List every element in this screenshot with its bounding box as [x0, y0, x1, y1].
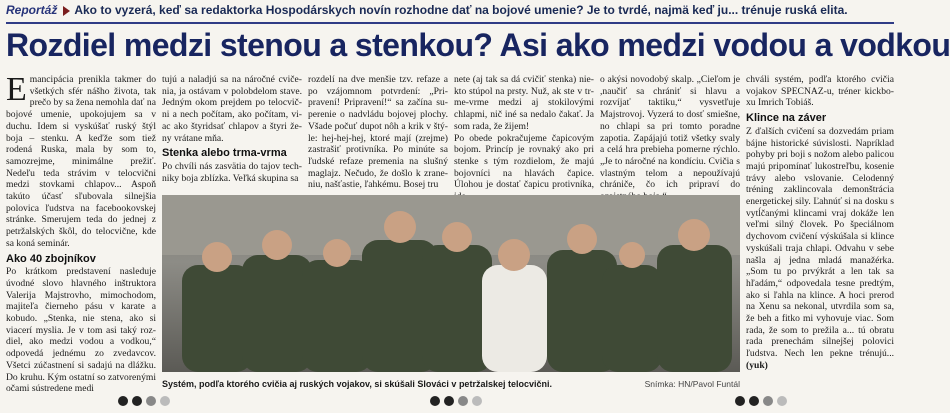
dot-icon: [472, 396, 482, 406]
paragraph: o akýsi novodobý skalp. „Cieľom je ,naučiť sa chrániť si hlavu a rozvíjať taktiku,“ vysvetľuje Majstrovoj. Vyzerá to dosť smiešne, no chlapi sa pri tomto poradne zapotia. Zapájajú totiž všetky svaly a celá hra prebieha pomerne rýchlo. „Je to náročné na kondíciu. Cvičia s vlastným telom a nepoužívajú chrániče, čo ich pripraví do: [600, 74, 740, 191]
paragraph: Po obede pokračujeme čapicovým bojom. Princíp je rovnaký ako pri stenke s tým rozdielom, že majú bojovníci na hlavách čapice. Úlohou je dostať čapicu protivníka,: [454, 132, 594, 191]
paragraph: nete (aj tak sa dá cvičiť stenka) niekto stúpol na prsty. Nuž, ak ste v trme-vrme medzi aj stokilovými chlapmi, nič iné sa nedalo čakať. Ja som rada, že žijem!: [454, 74, 594, 132]
arrow-icon: [63, 6, 70, 16]
column-4: [454, 74, 594, 194]
signature: (yuk): [746, 359, 768, 371]
paragraph-text: Z ďalších cvičení sa dozvedám priam bájne historické súvislosti. Napríklad pohyby pri boji s nožom alebo palicou majú pripomínať lukostreľbu, kosenie trávy alebo vslovanie. Celodenný tréning zaklincovala demonštrácia energetickej sily. Ľahnúť si na dosku s vytĺčanými klincami vraj dokáže len veľmi silný človek. Po špeciálnom dychovom cvičení výskúšala si klince vyskúšali traja chlapi. Odvahu v sebe našla aj jedna mladá manažérka. „Som tu po prvýkrát a len tak sa hľadám,“ odpovedala tesne predtým, ako si ľahla na klince. A hoci prerod na Xenu sa nekonal, utvrdila som sa, že beh a fitko mi vyhovuje viac. Som rada, že som to prežila a... tú obratu rada prenechám silnejšej polovici ľudstva. Nech len pekne trénujú...: [746, 125, 894, 360]
paragraph: Po chvíli nás zasvätia do tajov techniky boja zblízka. Veľká skupina sa: [162, 160, 302, 184]
dot-icon: [444, 396, 454, 406]
dot-icon: [458, 396, 468, 406]
dot-icon: [132, 396, 142, 406]
group-photo-illustration: [162, 195, 740, 372]
paragraph: Po krátkom predstavení nasleduje úvodné slovo hlavného inštruktora Valerija Majstrovho, mimochodom, majiteľa čierneho pásu v karate a kobudo. „Stenka, nie stena, ako si viacerí myslia. Je v tom asi taký rozdiel, ako medzi vodou a vodkou,“ odpovedá jednému zo zvedavcov. Všetci zúčastnení si sadajú na dlážku. Do kruhu. Kým ostatní so zatvorenými očami sústredene medi: [6, 266, 156, 395]
kicker: [6, 3, 894, 23]
subheading: Klince na záver: [746, 112, 827, 125]
column-5: [600, 74, 740, 194]
top-rule: [6, 22, 894, 24]
dot-icon: [763, 396, 773, 406]
paragraph: [6, 71, 156, 250]
dot-icon: [777, 396, 787, 406]
paragraph: tujú a naladjú sa na náročné cvičenia, ja ostávam v polobdelom stave. Jedným okom prejdem po telocvični a nech počítam, ako počítam, viac ako štyridsať chlapov a štyri ženy vrátane mňa.: [162, 74, 302, 144]
decorative-dots: [118, 394, 170, 408]
dot-icon: [735, 396, 745, 406]
dropcap: E: [6, 71, 27, 108]
decorative-dots: [430, 394, 482, 408]
decorative-dots: [735, 394, 787, 408]
group-photo: [162, 195, 740, 372]
paragraph: [746, 126, 894, 372]
subheading: Ako 40 zbojníkov: [6, 252, 96, 265]
section-label: Reportáž: [6, 3, 58, 17]
column-6: [746, 74, 894, 394]
column-2: [162, 74, 302, 194]
dot-icon: [430, 396, 440, 406]
photo-caption: [162, 375, 740, 393]
paragraph-text: mancipácia prenikla takmer do všetkých sfér nášho života, tak prečo by sa žena nemohla dať na bojové umenie, upokojujem sa v duchu. Idem si vyskúšať ruský štýl boja – stenku. A keďže som tiež rodená Ruska, mala by som to, samozrejme, minimálne prežiť. Nedeľu teda strávim v telocvični medzi stovkami chlapov... Aspoň takúto účasť sľubovala silnejšia polovica ľudstva na facebookovskej stránke. Smerujem teda do jednej z petržalských škôl, do telocvične, kde sa koná seminár.: [6, 74, 156, 249]
dot-icon: [146, 396, 156, 406]
dot-icon: [160, 396, 170, 406]
dot-icon: [749, 396, 759, 406]
photo-credit: Snímka: HN/Pavol Funtál: [644, 379, 740, 389]
paragraph: chváli systém, podľa ktorého cvičia vojakov SPECNAZ-u, tréner kickboxu Imrich Tobiáš.: [746, 74, 894, 109]
paragraph: rozdelí na dve menšie tzv. refaze a po vzájomnom potvrdení: „Pripravení! Pripravení!“ sa začína superenie o nadvládu bojovej plochy. Všade počuť dupot nôh a krik v štýle: hej-hej-hej, ktoré mají (zrejme) zastrašiť protivníka. Po minúte sa ľudské refaze premenia na slušný maglajz. Nečudo, že došlo k zraneniu, našťastie, ľahkému. Bosej tru: [308, 74, 448, 191]
dot-icon: [118, 396, 128, 406]
headline: Rozdiel medzi stenou a stenkou? Asi ako medzi vodou a vodkou: [6, 27, 950, 63]
column-3: [308, 74, 448, 194]
caption-text: Systém, podľa ktorého cvičia aj ruských vojakov, si skúšali Slováci v petržalskej telocvični.: [162, 379, 552, 389]
subheading: Stenka alebo trma-vrma: [162, 147, 287, 160]
kicker-text: Ako to vyzerá, keď sa redaktorka Hospodárskych novín rozhodne dať na bojové umenie? Je to tvrdé, najmä keď ju... trénuje ruská elita.: [74, 3, 848, 17]
column-1: [6, 71, 156, 395]
